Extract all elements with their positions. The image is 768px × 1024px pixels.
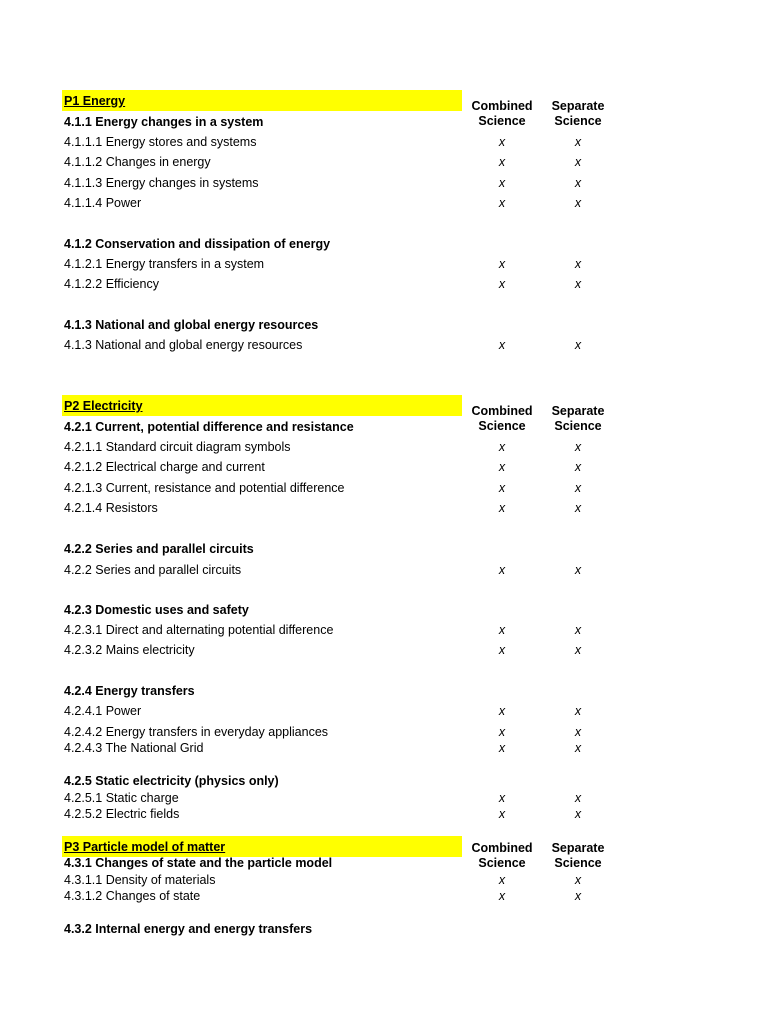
section-subtitle: 4.3.1 Changes of state and the particle model bbox=[64, 856, 333, 870]
table-row-label: 4.1.3 National and global energy resources bbox=[64, 338, 303, 352]
combined-mark: x bbox=[498, 440, 506, 454]
separate-mark: x bbox=[574, 338, 582, 352]
combined-mark: x bbox=[498, 563, 506, 577]
section-subtitle: 4.1.1 Energy changes in a system bbox=[64, 115, 264, 129]
table-row-label: 4.1.1.2 Changes in energy bbox=[64, 155, 211, 169]
subsection-heading: 4.1.3 National and global energy resources bbox=[64, 318, 319, 332]
combined-mark: x bbox=[498, 725, 506, 739]
table-row-label: 4.2.4.3 The National Grid bbox=[64, 741, 204, 755]
separate-mark: x bbox=[574, 807, 582, 821]
combined-mark: x bbox=[498, 481, 506, 495]
separate-mark: x bbox=[574, 643, 582, 657]
table-row-label: 4.1.1.3 Energy changes in systems bbox=[64, 176, 259, 190]
subsection-heading: 4.2.3 Domestic uses and safety bbox=[64, 603, 249, 617]
separate-mark: x bbox=[574, 460, 582, 474]
combined-mark: x bbox=[498, 807, 506, 821]
table-row-label: 4.3.1.2 Changes of state bbox=[64, 889, 201, 903]
combined-mark: x bbox=[498, 501, 506, 515]
separate-mark: x bbox=[574, 873, 582, 887]
section-title: P2 Electricity bbox=[64, 399, 143, 413]
combined-mark: x bbox=[498, 741, 506, 755]
combined-mark: x bbox=[498, 704, 506, 718]
combined-mark: x bbox=[498, 257, 506, 271]
separate-mark: x bbox=[574, 155, 582, 169]
separate-mark: x bbox=[574, 563, 582, 577]
column-header-combined: Combined Science bbox=[471, 841, 533, 870]
separate-mark: x bbox=[574, 257, 582, 271]
table-row-label: 4.1.2.2 Efficiency bbox=[64, 277, 159, 291]
table-row-label: 4.1.1.4 Power bbox=[64, 196, 142, 210]
separate-mark: x bbox=[574, 440, 582, 454]
combined-mark: x bbox=[498, 873, 506, 887]
combined-mark: x bbox=[498, 623, 506, 637]
separate-mark: x bbox=[574, 623, 582, 637]
separate-mark: x bbox=[574, 704, 582, 718]
combined-mark: x bbox=[498, 643, 506, 657]
subsection-heading: 4.2.2 Series and parallel circuits bbox=[64, 542, 254, 556]
separate-mark: x bbox=[574, 176, 582, 190]
separate-mark: x bbox=[574, 277, 582, 291]
separate-mark: x bbox=[574, 196, 582, 210]
table-row-label: 4.2.3.1 Direct and alternating potential difference bbox=[64, 623, 334, 637]
table-row-label: 4.1.2.1 Energy transfers in a system bbox=[64, 257, 265, 271]
separate-mark: x bbox=[574, 481, 582, 495]
table-row-label: 4.2.1.2 Electrical charge and current bbox=[64, 460, 265, 474]
table-row-label: 4.2.4.1 Power bbox=[64, 704, 142, 718]
column-header-combined: Combined Science bbox=[471, 99, 533, 128]
separate-mark: x bbox=[574, 741, 582, 755]
combined-mark: x bbox=[498, 176, 506, 190]
section-title: P1 Energy bbox=[64, 94, 126, 108]
separate-mark: x bbox=[574, 501, 582, 515]
table-row-label: 4.1.1.1 Energy stores and systems bbox=[64, 135, 257, 149]
subsection-heading: 4.2.4 Energy transfers bbox=[64, 684, 195, 698]
table-row-label: 4.2.3.2 Mains electricity bbox=[64, 643, 195, 657]
combined-mark: x bbox=[498, 135, 506, 149]
combined-mark: x bbox=[498, 889, 506, 903]
separate-mark: x bbox=[574, 135, 582, 149]
combined-mark: x bbox=[498, 196, 506, 210]
table-row-label: 4.2.1.4 Resistors bbox=[64, 501, 158, 515]
table-row-label: 4.2.1.3 Current, resistance and potential difference bbox=[64, 481, 345, 495]
subsection-heading: 4.1.2 Conservation and dissipation of energy bbox=[64, 237, 331, 251]
combined-mark: x bbox=[498, 155, 506, 169]
table-row-label: 4.3.1.1 Density of materials bbox=[64, 873, 216, 887]
table-row-label: 4.2.4.2 Energy transfers in everyday appliances bbox=[64, 725, 329, 739]
subsection-heading: 4.3.2 Internal energy and energy transfers bbox=[64, 922, 313, 936]
separate-mark: x bbox=[574, 791, 582, 805]
combined-mark: x bbox=[498, 338, 506, 352]
combined-mark: x bbox=[498, 460, 506, 474]
separate-mark: x bbox=[574, 725, 582, 739]
table-row-label: 4.2.2 Series and parallel circuits bbox=[64, 563, 242, 577]
combined-mark: x bbox=[498, 791, 506, 805]
section-subtitle: 4.2.1 Current, potential difference and resistance bbox=[64, 420, 354, 434]
combined-mark: x bbox=[498, 277, 506, 291]
table-row-label: 4.2.1.1 Standard circuit diagram symbols bbox=[64, 440, 291, 454]
subsection-heading: 4.2.5 Static electricity (physics only) bbox=[64, 774, 279, 788]
column-header-separate: Separate Science bbox=[551, 99, 605, 128]
section-title: P3 Particle model of matter bbox=[64, 840, 226, 854]
separate-mark: x bbox=[574, 889, 582, 903]
column-header-combined: Combined Science bbox=[471, 404, 533, 433]
column-header-separate: Separate Science bbox=[551, 841, 605, 870]
table-row-label: 4.2.5.1 Static charge bbox=[64, 791, 179, 805]
table-row-label: 4.2.5.2 Electric fields bbox=[64, 807, 180, 821]
column-header-separate: Separate Science bbox=[551, 404, 605, 433]
